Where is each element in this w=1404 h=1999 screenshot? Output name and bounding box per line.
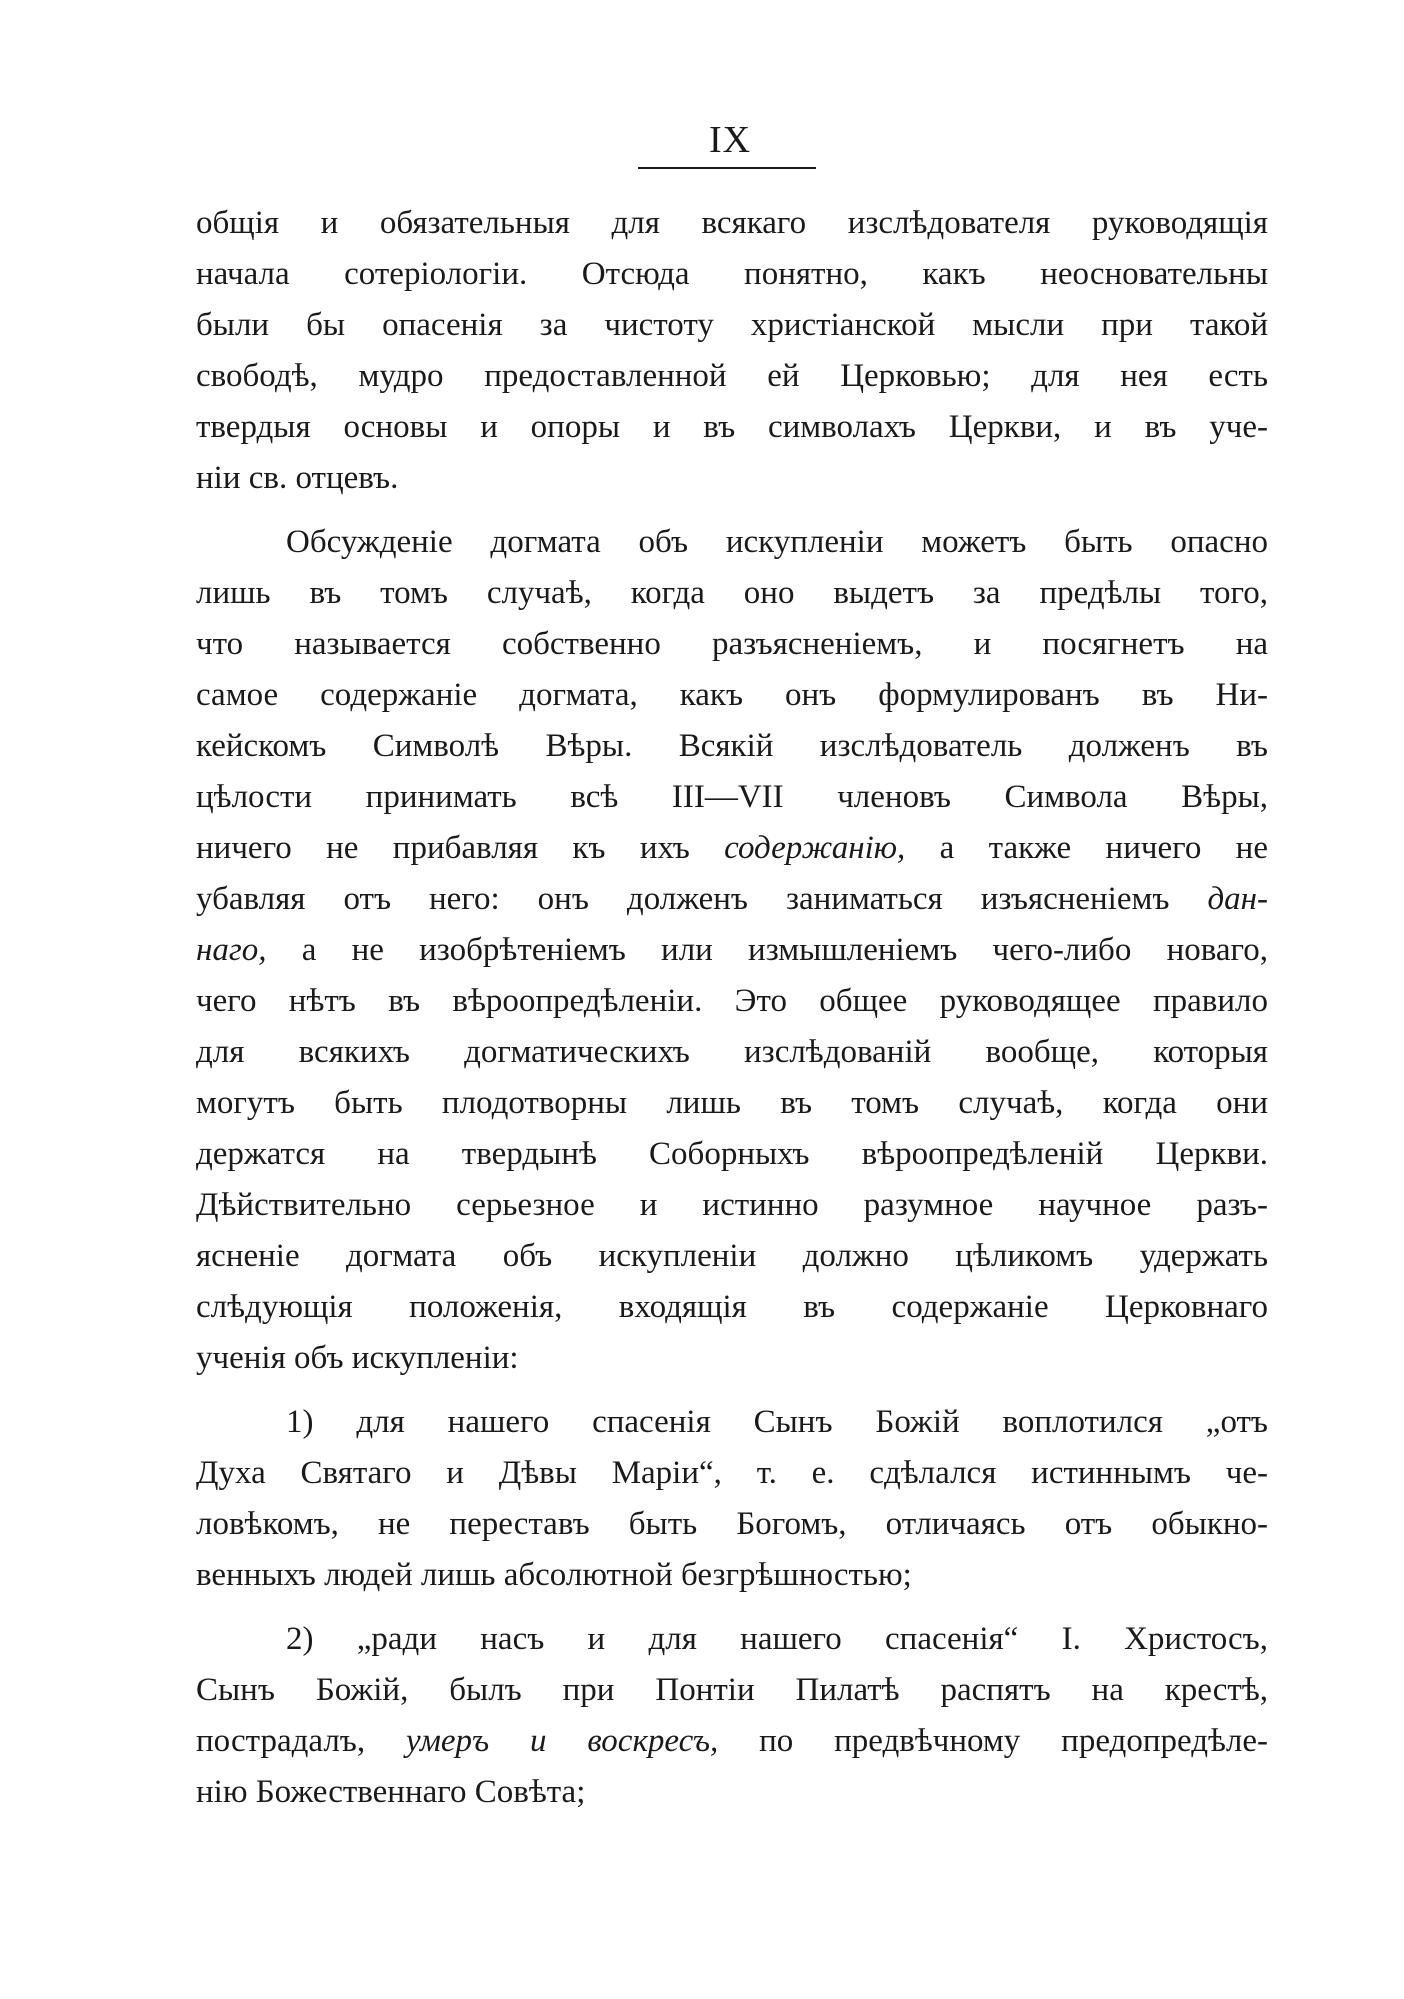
text-line: общiя и обязательныя для всякаго изслѣдователя руководящiя	[196, 205, 1268, 241]
text-line: нiю Божественнаго Совѣта;	[196, 1774, 586, 1810]
header-rule	[638, 167, 816, 169]
text-line: могутъ быть плодотворны лишь въ томъ случаѣ, когда они	[196, 1085, 1268, 1121]
body-text	[196, 198, 1268, 1818]
italic-run: дан-	[1207, 881, 1268, 917]
text-line: цѣлости принимать всѣ III—VII членовъ Символа Вѣры,	[196, 779, 1268, 815]
paragraph-gap	[196, 504, 1268, 517]
paragraph-3	[196, 1397, 1268, 1601]
text-line: чего нѣтъ въ вѣроопредѣленiи. Это общее руководящее правило	[196, 983, 1268, 1019]
text-line-mixed	[196, 1716, 1268, 1767]
italic-run: наго,	[196, 932, 267, 968]
page-number: IX	[708, 119, 752, 161]
text-line: Дѣйствительно серьезное и истинно разумное научное разъ-	[196, 1187, 1268, 1223]
italic-run: умеръ и воскресъ,	[406, 1723, 719, 1759]
text-line: были бы опасенiя за чистоту христiанской мысли при такой	[196, 307, 1268, 343]
text-line-mixed	[196, 823, 1268, 874]
text-line: 2) „ради насъ и для нашего спасенiя“ I. Христосъ,	[286, 1621, 1268, 1657]
text-line-mixed	[196, 874, 1268, 925]
text-run: ничего не прибавляя къ ихъ	[196, 830, 725, 866]
text-line: 1) для нашего спасенiя Сынъ Божiй воплотился „отъ	[286, 1404, 1268, 1440]
text-line: Обсужденiе догмата объ искупленiи можетъ быть опасно	[286, 524, 1268, 560]
paragraph-gap	[196, 1384, 1268, 1397]
text-line: ученiя объ искупленiи:	[196, 1340, 519, 1376]
text-line: слѣдующiя положенiя, входящiя въ содержанiе Церковнаго	[196, 1289, 1268, 1325]
text-line: венныхъ людей лишь абсолютной безгрѣшностью;	[196, 1557, 912, 1593]
text-line: самое содержанiе догмата, какъ онъ формулированъ въ Ни-	[196, 677, 1268, 713]
text-run: а также ничего не	[905, 830, 1268, 866]
paragraph-2	[196, 517, 1268, 1384]
text-line-mixed	[196, 925, 1268, 976]
text-line: кейскомъ Символѣ Вѣры. Всякiй изслѣдователь долженъ въ	[196, 728, 1268, 764]
paragraph-4	[196, 1614, 1268, 1818]
text-line: свободѣ, мудро предоставленной ей Церковью; для нея есть	[196, 358, 1268, 394]
paragraph-1	[196, 198, 1268, 504]
text-run: пострадалъ,	[196, 1723, 406, 1759]
text-line: что называется собственно разъясненiемъ, и посягнетъ на	[196, 626, 1268, 662]
text-line: ловѣкомъ, не переставъ быть Богомъ, отличаясь отъ обыкно-	[196, 1506, 1268, 1542]
text-line: Сынъ Божiй, былъ при Понтiи Пилатѣ распятъ на крестѣ,	[196, 1672, 1268, 1708]
text-line: Духа Святаго и Дѣвы Марiи“, т. е. сдѣлался истиннымъ че-	[196, 1455, 1268, 1491]
text-run: убавляя отъ него: онъ долженъ заниматься изъясненiемъ	[196, 881, 1208, 917]
text-line: ясненiе догмата объ искупленiи должно цѣликомъ удержать	[196, 1238, 1268, 1274]
text-line: держатся на твердынѣ Соборныхъ вѣроопредѣленiй Церкви.	[196, 1136, 1268, 1172]
text-run: по предвѣчному предопредѣле-	[718, 1723, 1269, 1759]
text-run: а не изобрѣтенiемъ или измышленiемъ чего-либо новаго,	[266, 932, 1268, 968]
text-line: для всякихъ догматическихъ изслѣдованiй вообще, которыя	[196, 1034, 1268, 1070]
text-line: лишь въ томъ случаѣ, когда оно выдетъ за предѣлы того,	[196, 575, 1268, 611]
text-line: твердыя основы и опоры и въ символахъ Церкви, и въ уче-	[196, 409, 1268, 445]
paragraph-gap	[196, 1601, 1268, 1614]
text-line: начала сотерiологiи. Отсюда понятно, какъ неосновательны	[196, 256, 1268, 292]
text-line: нiи св. отцевъ.	[196, 460, 399, 496]
italic-run: содержанiю,	[724, 830, 906, 866]
